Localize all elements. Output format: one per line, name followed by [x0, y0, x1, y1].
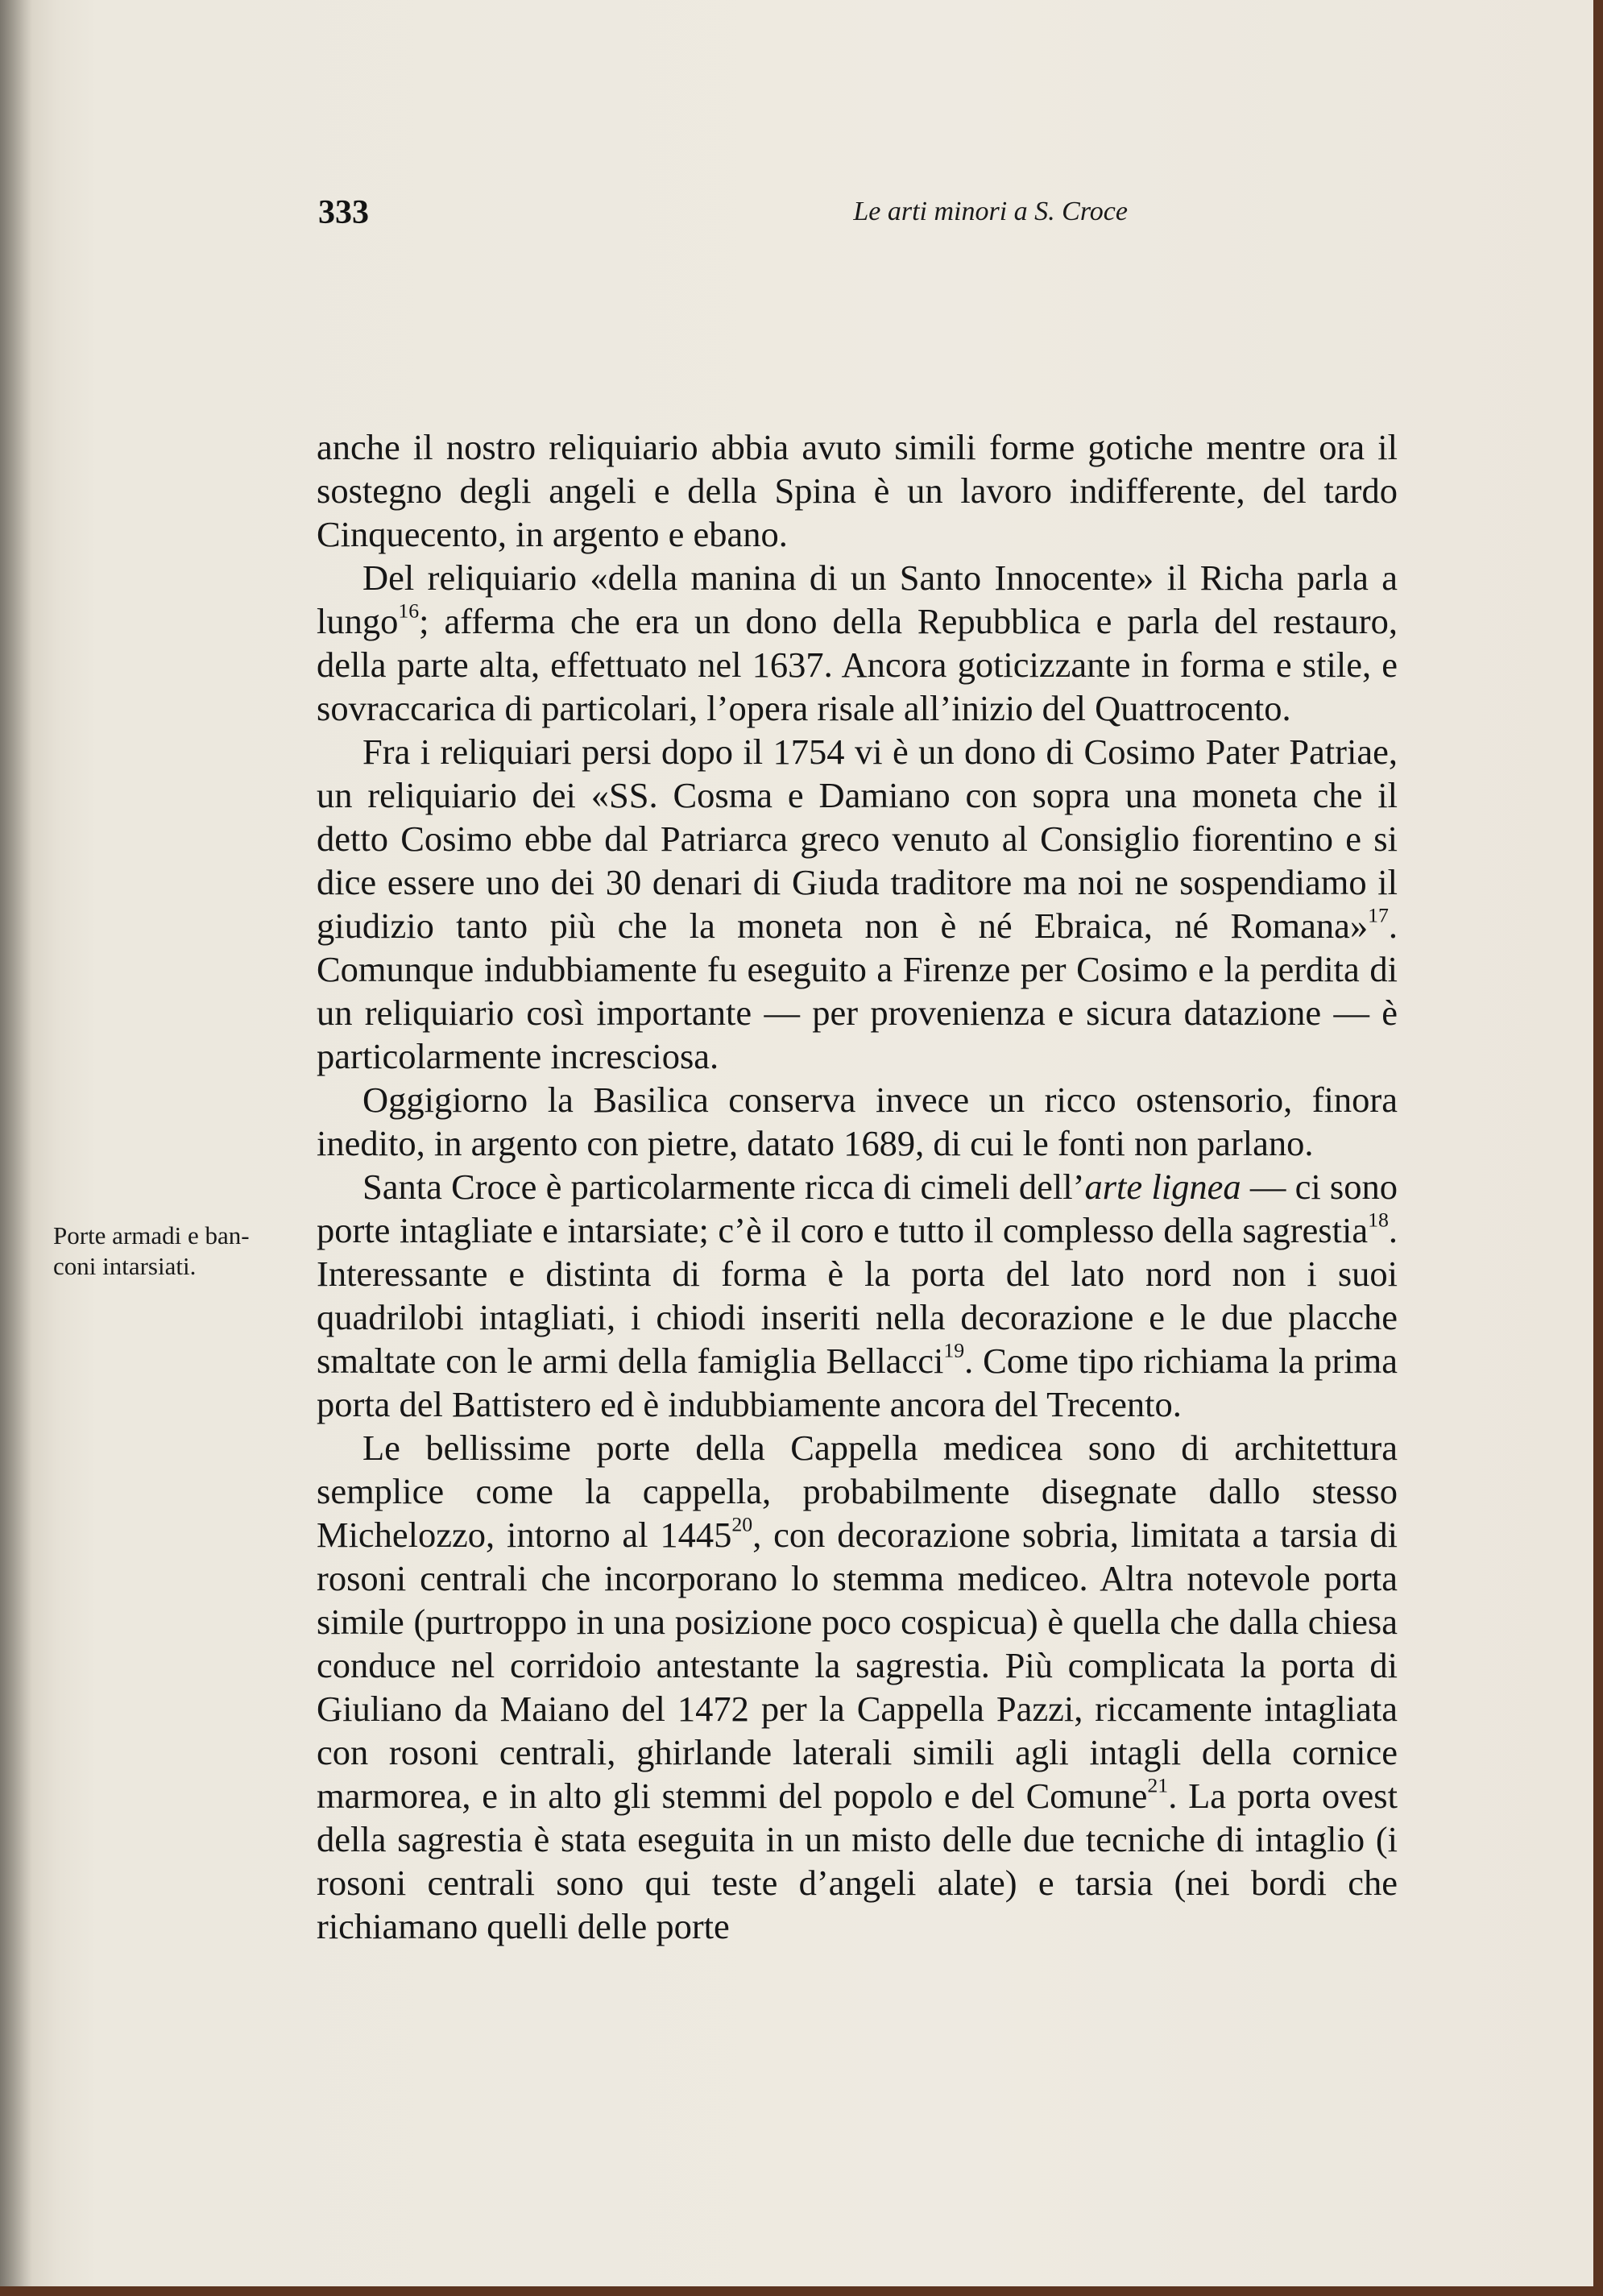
- emphasis-text: arte lignea: [1084, 1167, 1241, 1207]
- footnote-ref: 19: [943, 1338, 965, 1362]
- footnote-ref: 20: [731, 1512, 753, 1536]
- margin-note: [53, 1221, 269, 1282]
- running-title: Le arti minori a S. Croce: [853, 197, 1128, 226]
- running-head: [318, 193, 1128, 242]
- paragraph-text: Fra i reliquiari persi dopo il 1754 vi è un dono di Cosimo Pater Patriae, un reliquiario dei «SS. Cosma e Damiano con sopra una moneta che il detto Cosimo ebbe dal Patriarca greco venuto al Consiglio fiorentino e si dice essere uno dei 30 denari di Giuda traditore ma noi ne sospendiamo il giudizio tanto più che la moneta non è né Ebraica, né Romana»: [317, 731, 1398, 946]
- page-number: 333: [318, 194, 369, 231]
- margin-note-line: Porte armadi e ban-: [53, 1221, 250, 1250]
- paragraph-text: Santa Croce è particolarmente ricca di cimeli dell’: [362, 1167, 1085, 1207]
- main-text: [317, 425, 1398, 1948]
- paragraph: [317, 730, 1398, 1078]
- footnote-ref: 17: [1368, 903, 1389, 927]
- paragraph: [317, 1078, 1398, 1165]
- paragraph-text: . Comunque indubbiamente fu eseguito a Firenze per Cosimo e la perdita di un reliquiario così importante — per provenienza e sicura datazione — è particolarmente incresciosa.: [317, 906, 1398, 1076]
- paragraph: [317, 556, 1398, 730]
- gutter-shadow: [0, 0, 32, 2286]
- paragraph-text: Le bellissime porte della Cappella medicea sono di architettura semplice come la cappella, probabilmente disegnate dallo stesso Michelozzo, intorno al 1445: [317, 1428, 1398, 1555]
- paragraph-text: . La porta ovest della sagrestia è stata eseguita in un misto delle due tecniche di intaglio (i rosoni centrali sono qui teste d’angeli alate) e tarsia (nei bordi che richiamano quelli delle porte: [317, 1776, 1398, 1946]
- paragraph-text: , con decorazione sobria, limitata a tarsia di rosoni centrali che incorporano lo stemma mediceo. Altra notevole porta simile (purtroppo in una posizione poco cospicua) è quella che dalla chiesa conduce nel corridoio antestante la sagrestia. Più complicata la porta di Giuliano da Maiano del 1472 per la Cappella Pazzi, riccamente intagliata con rosoni centrali, ghirlande laterali simili agli intagli della cornice marmorea, e in alto gli stemmi del popolo e del Comune: [317, 1515, 1398, 1816]
- paragraph-text: anche il nostro reliquiario abbia avuto simili forme gotiche mentre ora il sostegno degli angeli e della Spina è un lavoro indifferente, del tardo Cinquecento, in argento e ebano.: [317, 427, 1398, 554]
- paragraph-text: Del reliquiario «della manina di un Santo Innocente» il Richa parla a lungo: [317, 557, 1398, 641]
- paragraph-text: . Come tipo richiama la prima porta del Battistero ed è indubbiamente ancora del Trecento.: [317, 1341, 1398, 1424]
- paragraph-text: . Interessante e distinta di forma è la porta del lato nord non i suoi quadrilobi intagliati, i chiodi inseriti nella decorazione e le due placche smaltate con le armi della famiglia Bellacci: [317, 1210, 1398, 1381]
- paragraph-text: ; afferma che era un dono della Repubblica e parla del restauro, della parte alta, effettuato nel 1637. Ancora goticizzante in forma e stile, e sovraccarica di particolari, l’opera risale all’inizio del Quattrocento.: [317, 601, 1398, 728]
- footnote-ref: 21: [1147, 1773, 1169, 1797]
- paragraph: [317, 425, 1398, 556]
- margin-note-line: coni intarsiati.: [53, 1252, 197, 1280]
- footnote-ref: 16: [398, 599, 420, 623]
- paragraph-text: Oggigiorno la Basilica conserva invece un ricco ostensorio, finora inedito, in argento con pietre, datato 1689, di cui le fonti non parlano.: [317, 1080, 1398, 1163]
- paragraph-text: — ci sono porte intagliate e intarsiate; c’è il coro e tutto il complesso della sagrestia: [317, 1167, 1398, 1250]
- footnote-ref: 18: [1368, 1208, 1389, 1232]
- paragraph: [317, 1426, 1398, 1948]
- paragraph: [317, 1165, 1398, 1426]
